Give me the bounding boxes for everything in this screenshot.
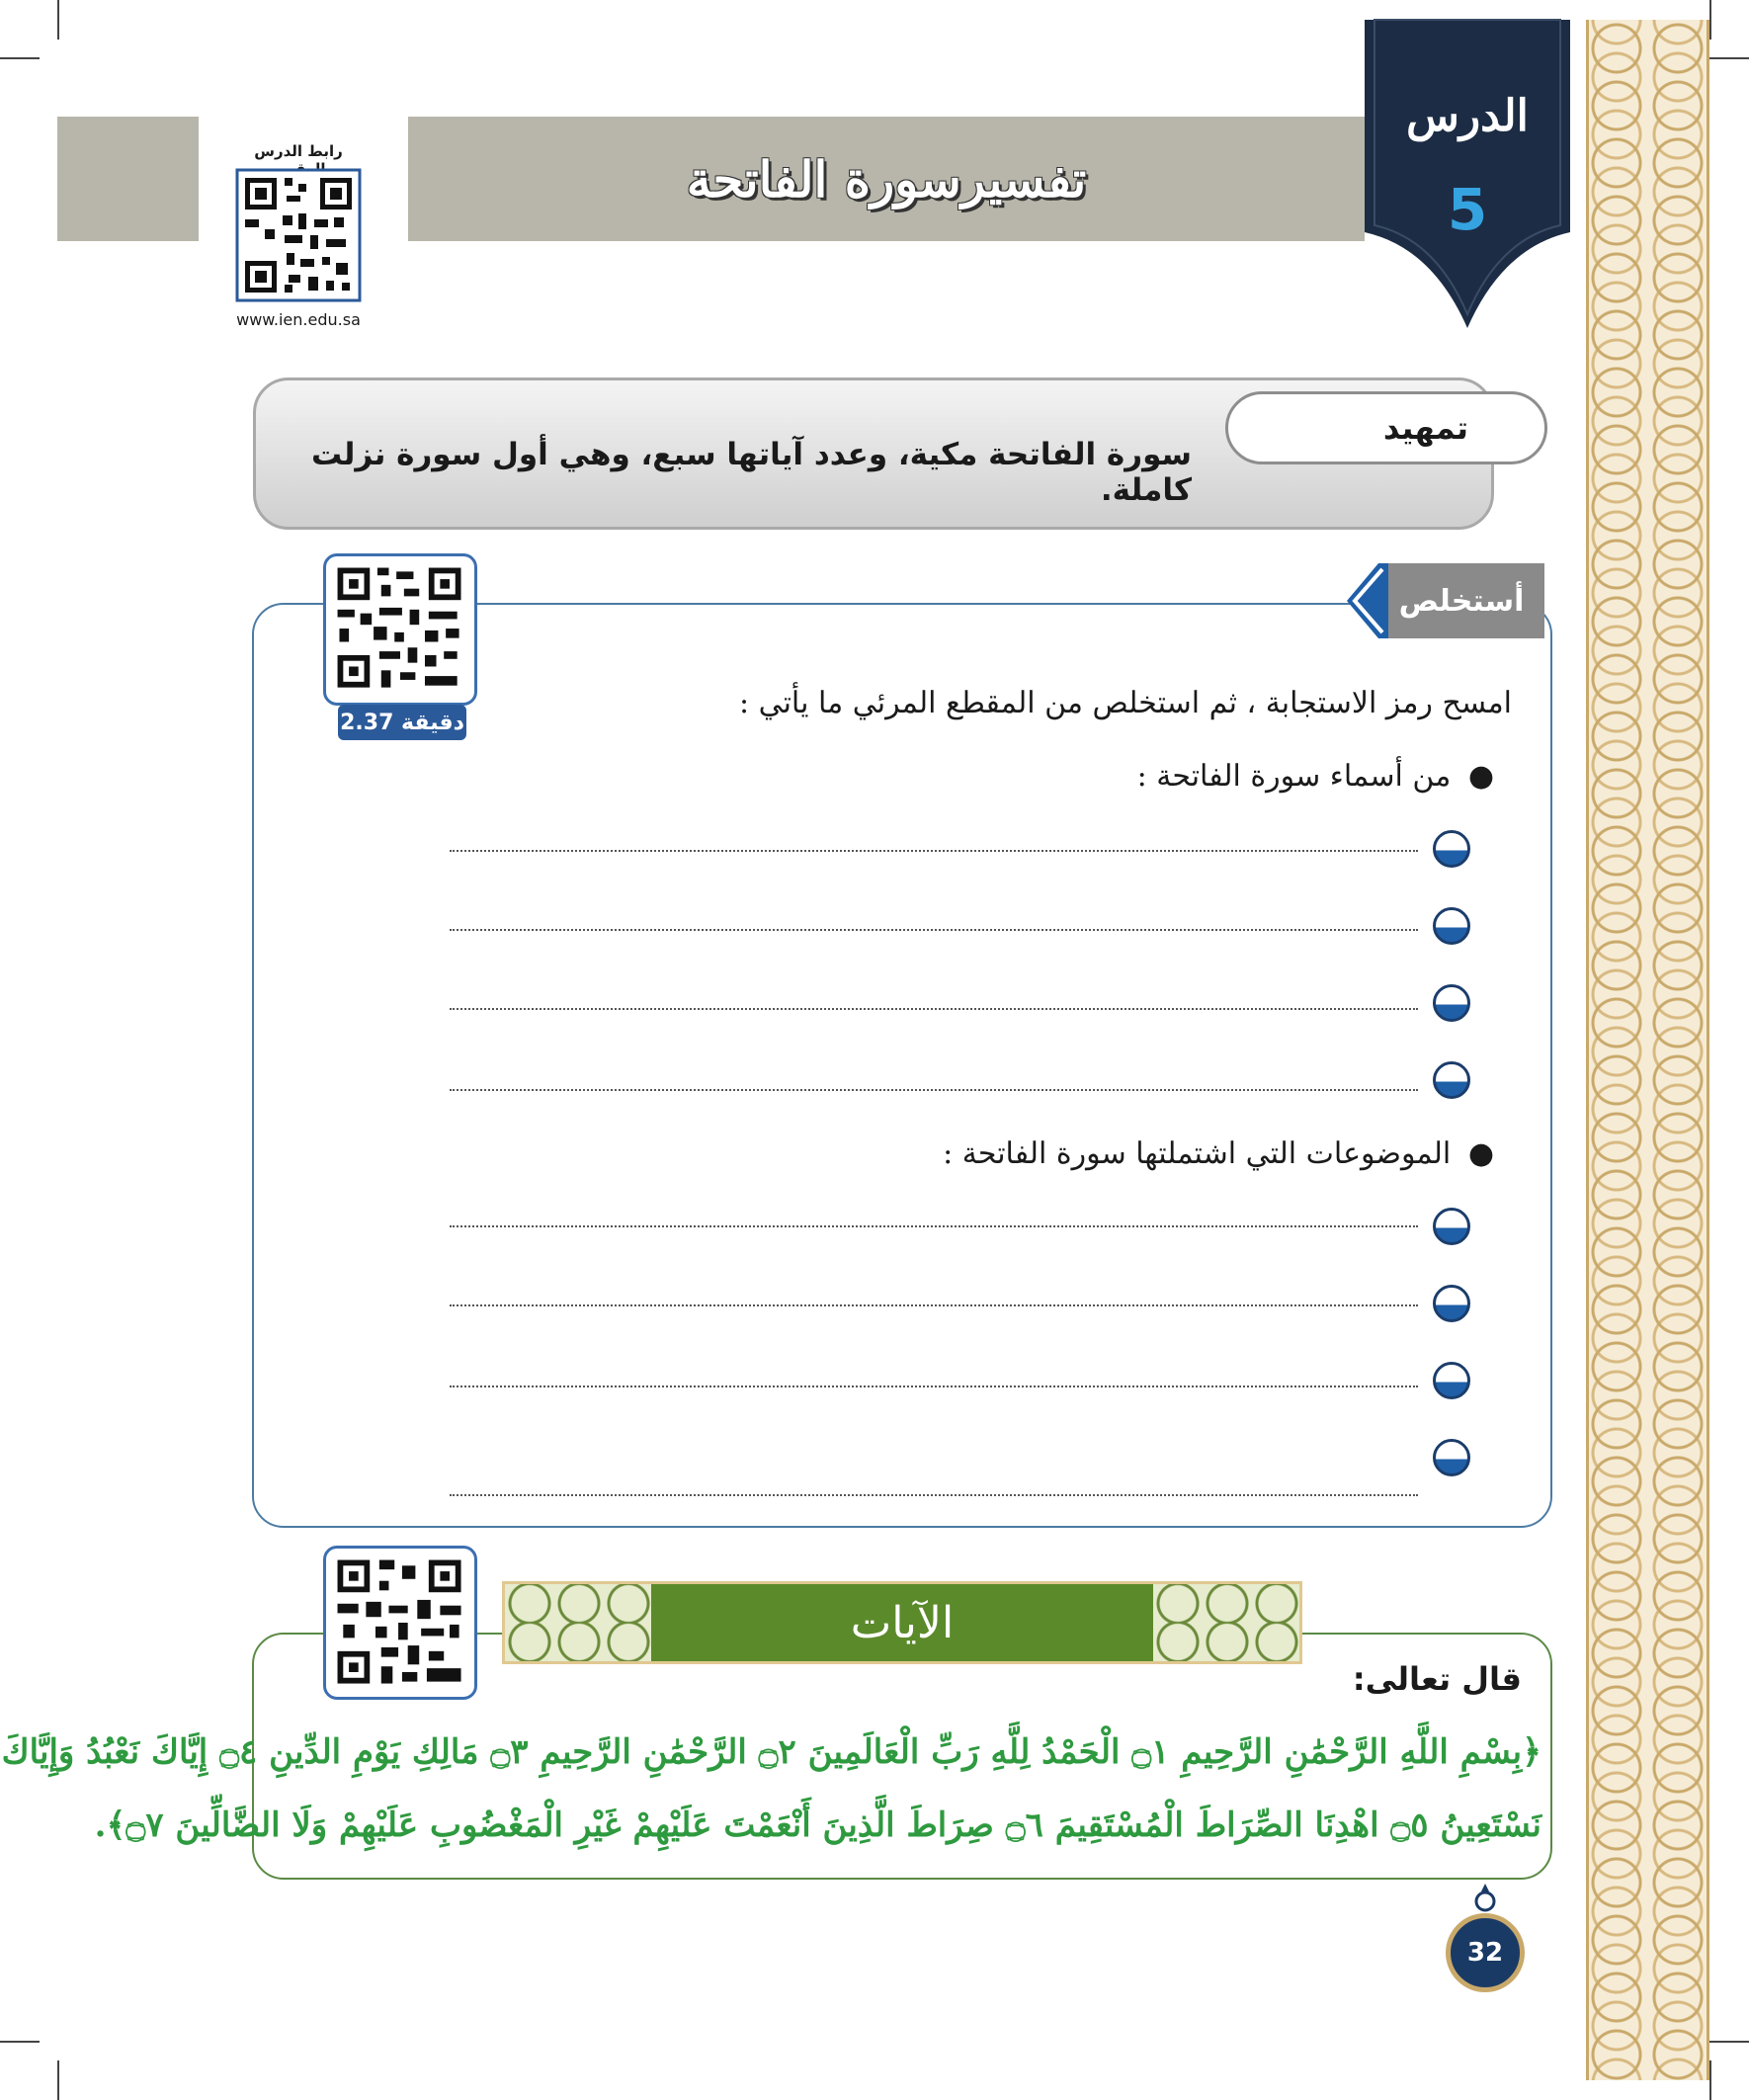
extract-instruction: امسح رمز الاستجابة ، ثم استخلص من المقطع المرئي ما يأتي : (738, 686, 1512, 720)
answer-line[interactable] (450, 1008, 1418, 1010)
answer-marker (1433, 1208, 1470, 1245)
crop-mark (1709, 0, 1711, 40)
extract-section (252, 603, 1552, 1528)
lesson-badge (1365, 20, 1570, 328)
crop-mark (57, 0, 59, 40)
answer-marker (1433, 830, 1470, 868)
crop-mark (1709, 57, 1749, 59)
answer-line[interactable] (450, 850, 1418, 852)
header-side-block (57, 117, 199, 241)
intro-tab-label: تمهيد (1382, 409, 1469, 447)
ornament-edge-line (1586, 20, 1589, 2080)
extract-header-label: أستخلص (1398, 583, 1525, 619)
answer-line[interactable] (450, 1386, 1418, 1387)
topics-heading (605, 1136, 1494, 1171)
verses-banner-label: الآيات (850, 1597, 955, 1648)
answer-marker (1433, 1362, 1470, 1399)
answer-line[interactable] (450, 1494, 1418, 1496)
intro-text: سورة الفاتحة مكية، وعدد آياتها سبع، وهي أول سورة نزلت كاملة. (310, 437, 1192, 508)
answer-marker (1433, 1285, 1470, 1322)
intro-tab (1225, 391, 1547, 464)
verses-intro-label: قال تعالى: (1352, 1660, 1522, 1698)
title-bar (408, 117, 1365, 241)
page-ornament-icon (1471, 1884, 1499, 1913)
verses-banner (502, 1581, 1302, 1664)
website-url[interactable]: www.ien.edu.sa (236, 310, 361, 329)
banner-ornament (1153, 1584, 1299, 1661)
crop-mark (1709, 2060, 1711, 2100)
banner-ornament (505, 1584, 651, 1661)
lesson-label: الدرس (1406, 91, 1529, 141)
verses-qr-code[interactable] (323, 1546, 477, 1700)
answer-line[interactable] (450, 1304, 1418, 1306)
ornamental-border (1586, 20, 1709, 2080)
lesson-title: تفسيرسورة الفاتحة (686, 149, 1087, 209)
bullet: ● (1467, 759, 1494, 794)
answer-line[interactable] (450, 1225, 1418, 1227)
verse-line-2: نَسْتَعِينُ ۝٥ اهْدِنَا الصِّرَاطَ الْمُسْتَقِيمَ ۝٦ صِرَاطَ الَّذِينَ أَنْعَمْتَ عَلَيْهِمْ غَيْرِ الْمَغْضُوبِ عَلَيْهِمْ وَلَا الضَّالِّينَ ۝٧﴾. (94, 1806, 1541, 1845)
video-duration-badge: 2.37 دقيقة (338, 705, 466, 740)
crop-mark (57, 2060, 59, 2100)
digital-link-caption: رابط الدرس (254, 142, 343, 160)
digital-lesson-qr-code[interactable] (237, 170, 360, 300)
answer-marker (1433, 1061, 1470, 1099)
answer-marker (1433, 1439, 1470, 1476)
extract-header (1378, 563, 1544, 638)
page-number: 32 (1446, 1913, 1525, 1992)
crop-mark (1709, 2041, 1749, 2043)
names-heading-text: من أسماء سورة الفاتحة : (1136, 759, 1452, 794)
bullet: ● (1467, 1136, 1494, 1171)
video-qr-code[interactable] (323, 553, 477, 706)
answer-marker (1433, 984, 1470, 1022)
verse-line-1: ﴿بِسْمِ اللَّهِ الرَّحْمَٰنِ الرَّحِيمِ ۝١ الْحَمْدُ لِلَّهِ رَبِّ الْعَالَمِينَ ۝٢ الرَّحْمَٰنِ الرَّحِيمِ ۝٣ مَالِكِ يَوْمِ الدِّينِ ۝٤ إِيَّاكَ نَعْبُدُ وَإِيَّاكَ (1, 1732, 1541, 1772)
answer-marker (1433, 907, 1470, 945)
names-heading (605, 759, 1494, 794)
chevron-left-icon (1339, 561, 1388, 640)
crop-mark (0, 57, 40, 59)
answer-line[interactable] (450, 1089, 1418, 1091)
ornament-edge-line (1707, 20, 1709, 2080)
topics-heading-text: الموضوعات التي اشتملتها سورة الفاتحة : (943, 1136, 1452, 1171)
answer-line[interactable] (450, 929, 1418, 931)
lesson-number: 5 (1447, 176, 1488, 243)
crop-mark (0, 2041, 40, 2043)
